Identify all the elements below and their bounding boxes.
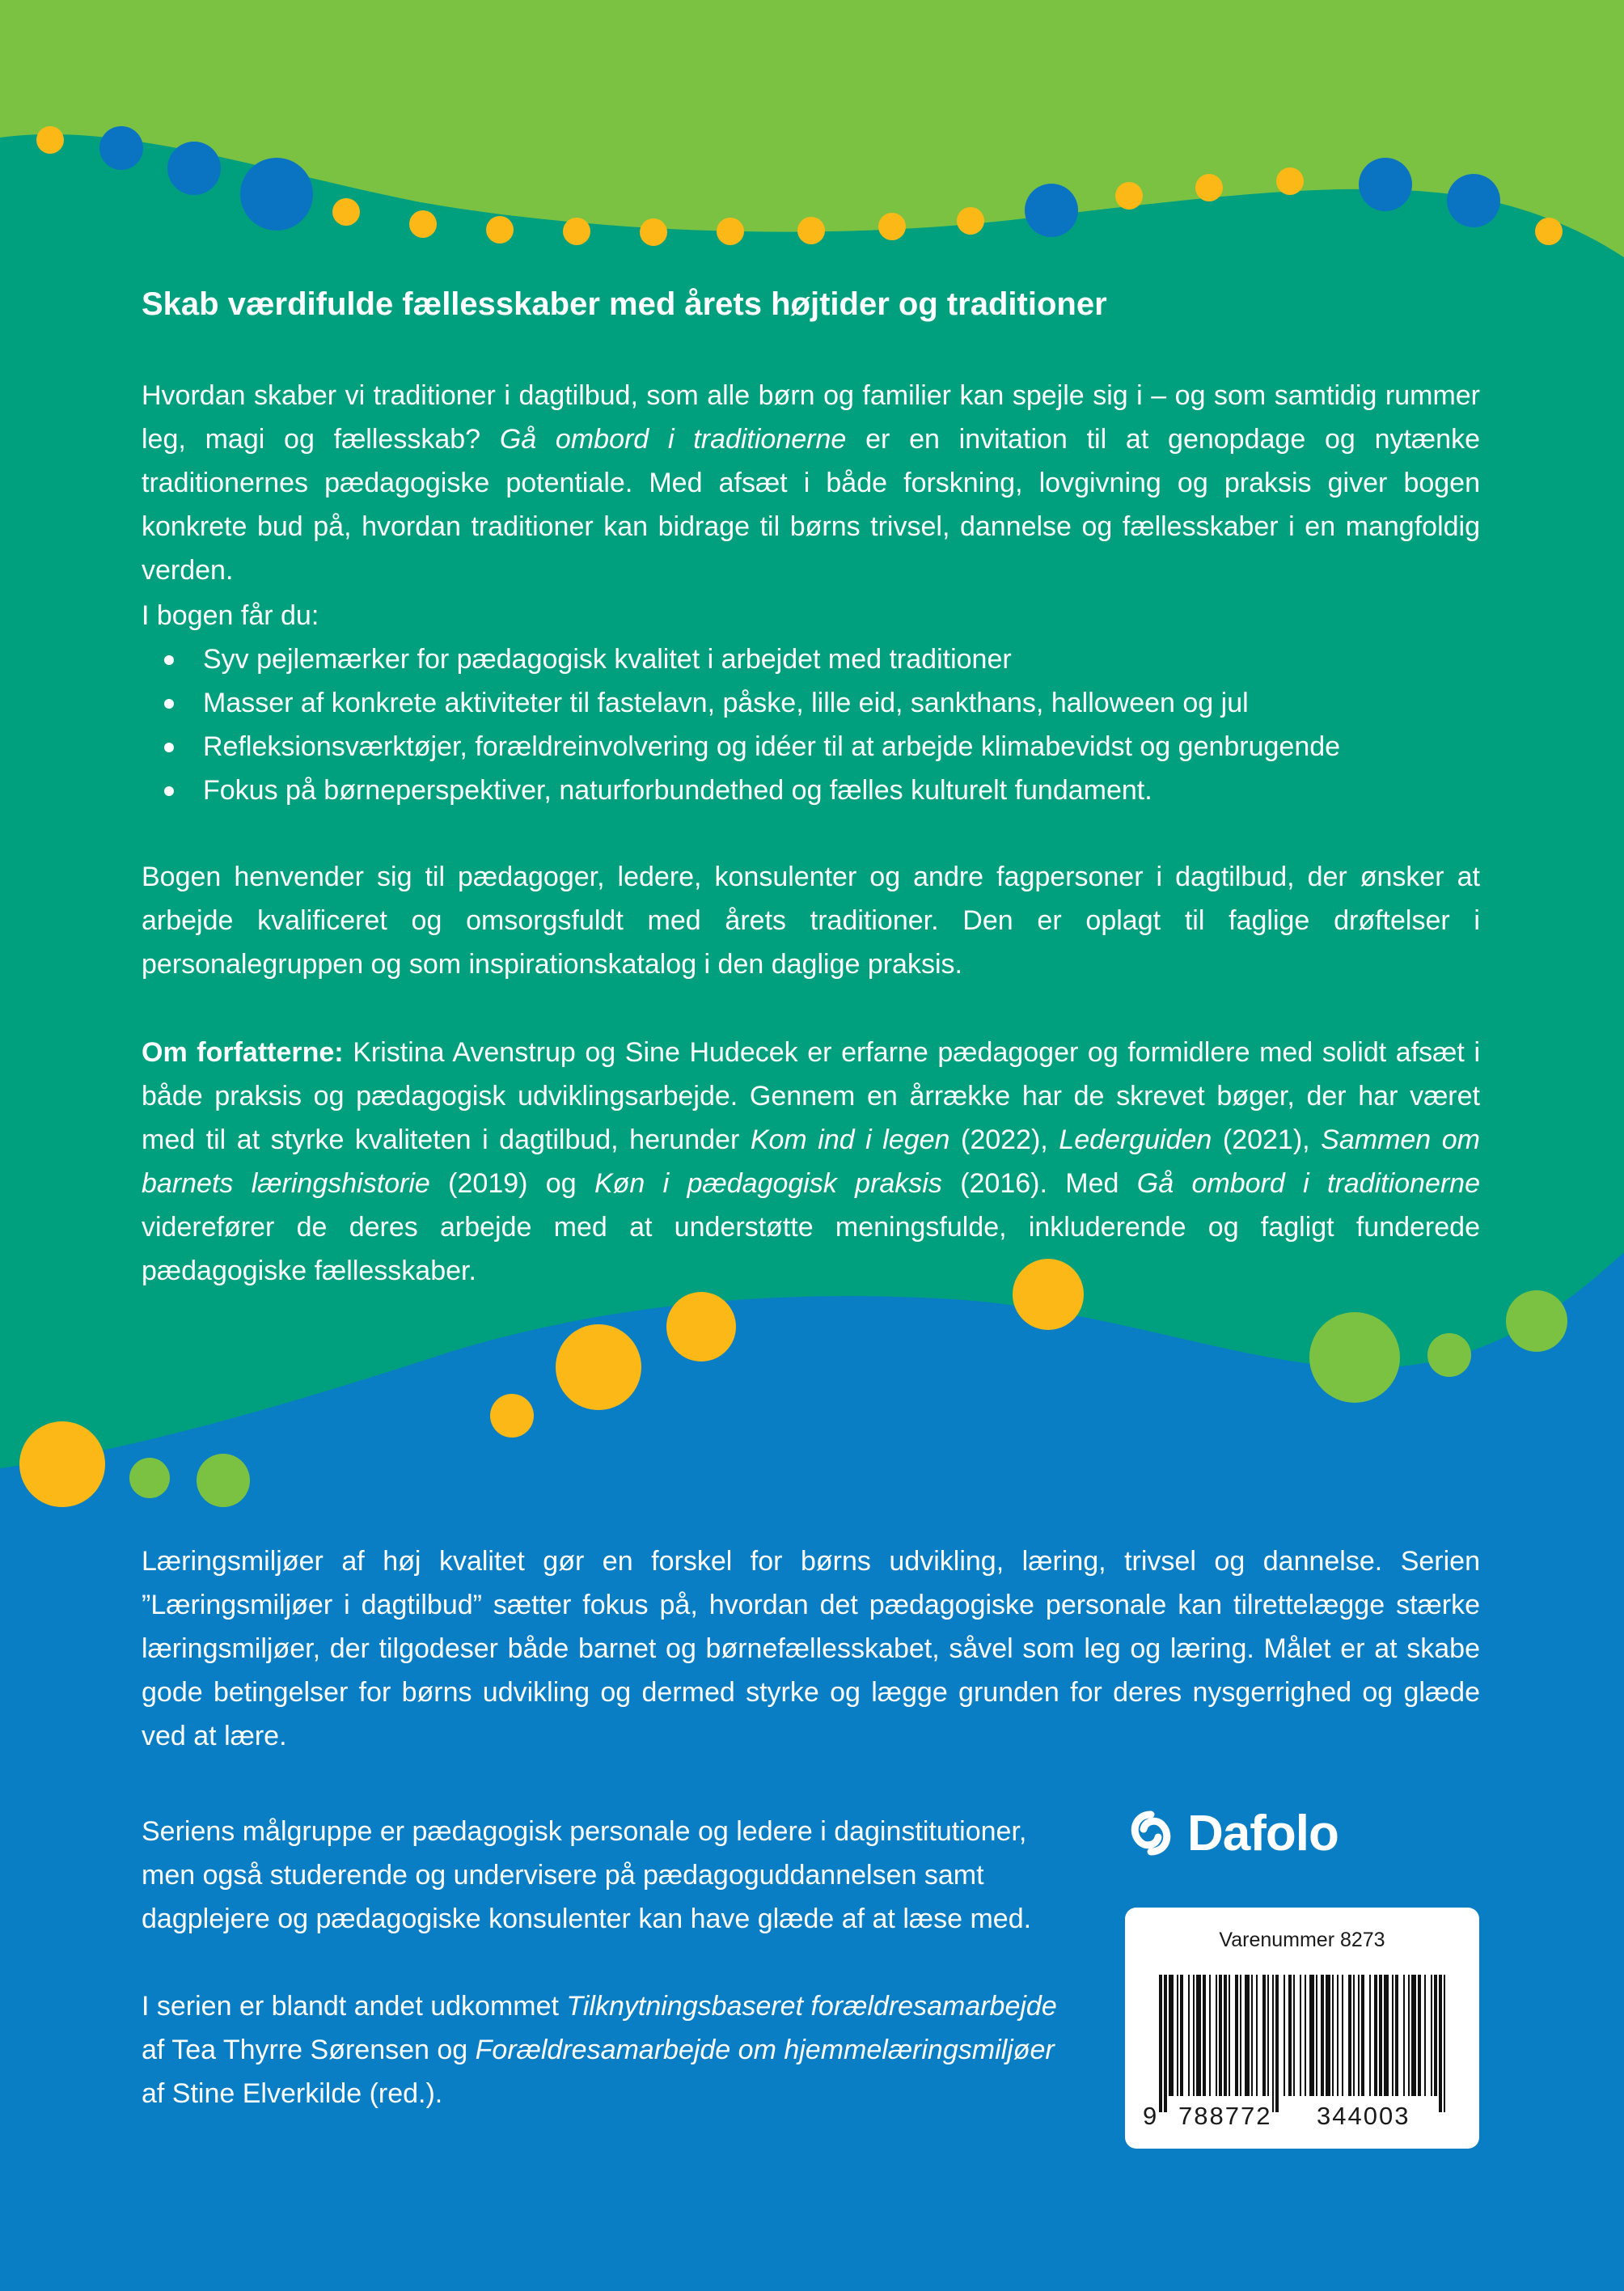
barcode-bar xyxy=(1224,1975,1227,2096)
barcode-bar xyxy=(1418,1975,1421,2096)
barcode-bar xyxy=(1444,1975,1445,2112)
audience-text: Bogen henvender sig til pædagoger, ledere, konsulenter og andre fagpersoner i dagtilbud, der ønsker at arbejde kvalificeret og omsorgsfuldt med årets traditioner. Den er oplagt til faglige drøftelser i personalegruppen og som inspirationskatalog i den daglige praksis. xyxy=(142,862,1480,980)
series-list-paragraph xyxy=(142,1984,1072,2115)
barcode-bar xyxy=(1326,1975,1330,2096)
barcode-label xyxy=(1125,1908,1479,2149)
barcode-bar xyxy=(1305,1975,1306,2096)
intro-paragraph xyxy=(142,374,1480,592)
list-item: Refleksionsværktøjer, forældreinvolvering og idéer til at arbejde klimabevidst og genbrugende xyxy=(142,725,1480,769)
dot xyxy=(797,217,825,244)
authors-text: (2016). Med xyxy=(941,1168,1137,1199)
barcode-bar xyxy=(1411,1975,1416,2096)
dot xyxy=(666,1292,736,1361)
barcode-bar xyxy=(1272,1975,1274,2112)
barcode-bar xyxy=(1196,1975,1201,2096)
barcode-bar xyxy=(1169,1975,1174,2096)
barcode-icon xyxy=(1159,1975,1445,2112)
barcode-bar xyxy=(1293,1975,1295,2096)
series-list-text: af Tea Thyrre Sørensen og xyxy=(142,2035,476,2065)
dot xyxy=(332,198,360,226)
publisher-logo xyxy=(1124,1801,1339,1865)
barcode-bar xyxy=(1262,1975,1266,2096)
barcode-bar xyxy=(1337,1975,1339,2096)
barcode-bar xyxy=(1251,1975,1253,2096)
dot xyxy=(1025,184,1078,237)
dot xyxy=(486,216,514,243)
barcode-bar xyxy=(1424,1975,1426,2096)
barcode-bar xyxy=(1209,1975,1211,2096)
contents-list xyxy=(142,637,1480,812)
series-intro-paragraph xyxy=(142,1539,1480,1758)
dot xyxy=(490,1394,534,1438)
barcode-bar xyxy=(1358,1975,1360,2096)
authors-text: (2019) og xyxy=(429,1168,594,1199)
barcode-bar xyxy=(1374,1975,1377,2096)
barcode-bar xyxy=(1245,1975,1250,2096)
book-title: Forældresamarbejde om hjemmelæringsmiljøer xyxy=(475,2035,1055,2065)
barcode-bar xyxy=(1177,1975,1178,2096)
dot xyxy=(167,142,221,195)
contents-lead: I bogen får du: xyxy=(142,600,319,631)
barcode-bar xyxy=(1284,1975,1285,2096)
dot xyxy=(19,1421,105,1507)
series-intro-text: Læringsmiljøer af høj kvalitet gør en forskel for børns udvikling, læring, trivsel og dannelse. Serien ”Læringsmiljøer i dagtilbud” sætter fokus på, hvordan det pædagogiske personale kan tilrettelægge stærke læringsmiljøer, der tilgodeser både barnet og børnefællesskabet, såvel som leg og læring. Målet er at skabe gode betingelser for børns udvikling og dermed styrke og lægge grunden for deres nysgerrighed og glæde ved at lære. xyxy=(142,1546,1480,1751)
dot xyxy=(1535,218,1563,245)
dot xyxy=(197,1454,250,1507)
book-title: Kom ind i legen xyxy=(750,1124,950,1155)
barcode-bar xyxy=(1164,1975,1167,2112)
publisher-name: Dafolo xyxy=(1187,1805,1339,1861)
barcode-bar xyxy=(1408,1975,1410,2096)
barcode-left-digits: 788772 xyxy=(1178,2102,1272,2130)
barcode-bar xyxy=(1240,1975,1241,2096)
dot xyxy=(1276,167,1304,195)
barcode-bar xyxy=(1321,1975,1324,2096)
barcode-bar xyxy=(1348,1975,1351,2096)
audience-paragraph xyxy=(142,855,1480,986)
dot xyxy=(409,210,437,238)
barcode-bar xyxy=(1288,1975,1292,2096)
authors-text: Kristina Avenstrup og Sine Hudecek er erfarne pædagoger og formidlere med solidt afsæt i både praksis og pædagogisk udviklingsarbejde. Gennem en årrække har de skrevet bøger, der har været med til at styrke kvaliteten i dagtilbud, herunder xyxy=(142,1037,1480,1155)
dot xyxy=(717,218,744,245)
barcode-bar xyxy=(1384,1975,1389,2096)
dot xyxy=(99,126,143,170)
authors-label: Om forfatterne: xyxy=(142,1037,344,1068)
barcode-bar xyxy=(1332,1975,1334,2096)
dafolo-logo-icon xyxy=(1124,1806,1178,1860)
barcode-bar xyxy=(1159,1975,1162,2112)
barcode-first-digit: 9 xyxy=(1143,2102,1157,2130)
barcode-bar xyxy=(1300,1975,1301,2096)
barcode-right-digits: 344003 xyxy=(1317,2102,1410,2130)
barcode-bar xyxy=(1229,1975,1230,2096)
barcode-bar xyxy=(1361,1975,1364,2096)
headline: Skab værdifulde fællesskaber med årets højtider og traditioner xyxy=(142,286,1107,322)
barcode-bar xyxy=(1431,1975,1432,2096)
dot xyxy=(1309,1312,1400,1403)
dot xyxy=(957,207,984,235)
dot xyxy=(36,126,64,154)
barcode-bar xyxy=(1309,1975,1314,2096)
barcode-bar xyxy=(1342,1975,1343,2096)
dot xyxy=(129,1458,170,1498)
book-title: Gå ombord i traditionerne xyxy=(1136,1168,1480,1199)
dot xyxy=(1359,158,1412,211)
intro-text-2: er en invitation til at genopdage og nytænke traditionernes pædagogiske potentiale. Med afsæt i både forskning, lovgivning og praksis giver bogen konkrete bud på, hvordan traditioner kan bidrage til børns trivsel, dannelse og fællesskaber i en mangfoldig verden. xyxy=(142,424,1480,586)
barcode-bar xyxy=(1193,1975,1195,2096)
barcode-bar xyxy=(1316,1975,1317,2096)
list-item: Syv pejlemærker for pædagogisk kvalitet i arbejdet med traditioner xyxy=(142,637,1480,681)
item-number: Varenummer 8273 xyxy=(1219,1929,1385,1951)
barcode-bar xyxy=(1379,1975,1382,2096)
book-title: Køn i pædagogisk praksis xyxy=(594,1168,942,1199)
target-group-text: Seriens målgruppe er pædagogisk personale og ledere i daginstitutioner, men også studerende og undervisere på pædagoguddannelsen samt dagplejere og pædagogiske konsulenter kan have glæde af at læse med. xyxy=(142,1816,1032,1934)
barcode-bar xyxy=(1403,1975,1405,2096)
authors-text: (2021), xyxy=(1212,1124,1322,1155)
dot xyxy=(1115,182,1143,210)
barcode-bar xyxy=(1434,1975,1437,2096)
dot xyxy=(1506,1290,1567,1352)
dot xyxy=(240,158,313,231)
barcode-bar xyxy=(1188,1975,1190,2096)
dot xyxy=(878,213,906,240)
barcode-bar xyxy=(1235,1975,1238,2096)
list-item: Masser af konkrete aktiviteter til fastelavn, påske, lille eid, sankthans, halloween og jul xyxy=(142,681,1480,725)
list-item: Fokus på børneperspektiver, naturforbundethed og fælles kulturelt fundament. xyxy=(142,769,1480,812)
intro-text-1: Hvordan skaber vi traditioner i dagtilbud, som alle børn og familier kan spejle sig i – og som samtidig rummer leg, magi og fællesskab? xyxy=(142,380,1480,455)
barcode-bar xyxy=(1395,1975,1398,2096)
barcode-bar xyxy=(1216,1975,1217,2096)
barcode-bar xyxy=(1256,1975,1258,2096)
dot xyxy=(563,218,590,245)
dot xyxy=(556,1324,641,1410)
dot xyxy=(1195,174,1223,201)
book-title: Tilknytningsbaseret forældresamarbejde xyxy=(566,1991,1057,2022)
series-list-text: af Stine Elverkilde (red.). xyxy=(142,2078,443,2109)
intro-book-title: Gå ombord i traditionerne xyxy=(499,424,847,455)
barcode-bar xyxy=(1203,1975,1206,2096)
barcode-bar xyxy=(1219,1975,1222,2096)
barcode-bar xyxy=(1439,1975,1442,2112)
target-group-paragraph xyxy=(142,1810,1072,1941)
barcode-bar xyxy=(1267,1975,1269,2096)
contents-section xyxy=(142,594,1480,812)
dot xyxy=(1427,1333,1471,1377)
book-title: Lederguiden xyxy=(1059,1124,1212,1155)
dot xyxy=(640,218,667,246)
series-list-text: I serien er blandt andet udkommet xyxy=(142,1991,567,2022)
authors-paragraph xyxy=(142,1031,1480,1293)
authors-text: viderefører de deres arbejde med at understøtte meningsfulde, inkluderende og fagligt funderede pædagogiske fællesskaber. xyxy=(142,1212,1480,1286)
authors-text: (2022), xyxy=(949,1124,1059,1155)
book-title: Sammen om barnets læringshistorie xyxy=(142,1124,1480,1199)
barcode-bar xyxy=(1180,1975,1183,2096)
barcode-bar xyxy=(1275,1975,1279,2112)
barcode-bar xyxy=(1369,1975,1371,2096)
dot xyxy=(1447,174,1500,227)
barcode-bar xyxy=(1392,1975,1394,2096)
barcode-bar xyxy=(1353,1975,1355,2096)
